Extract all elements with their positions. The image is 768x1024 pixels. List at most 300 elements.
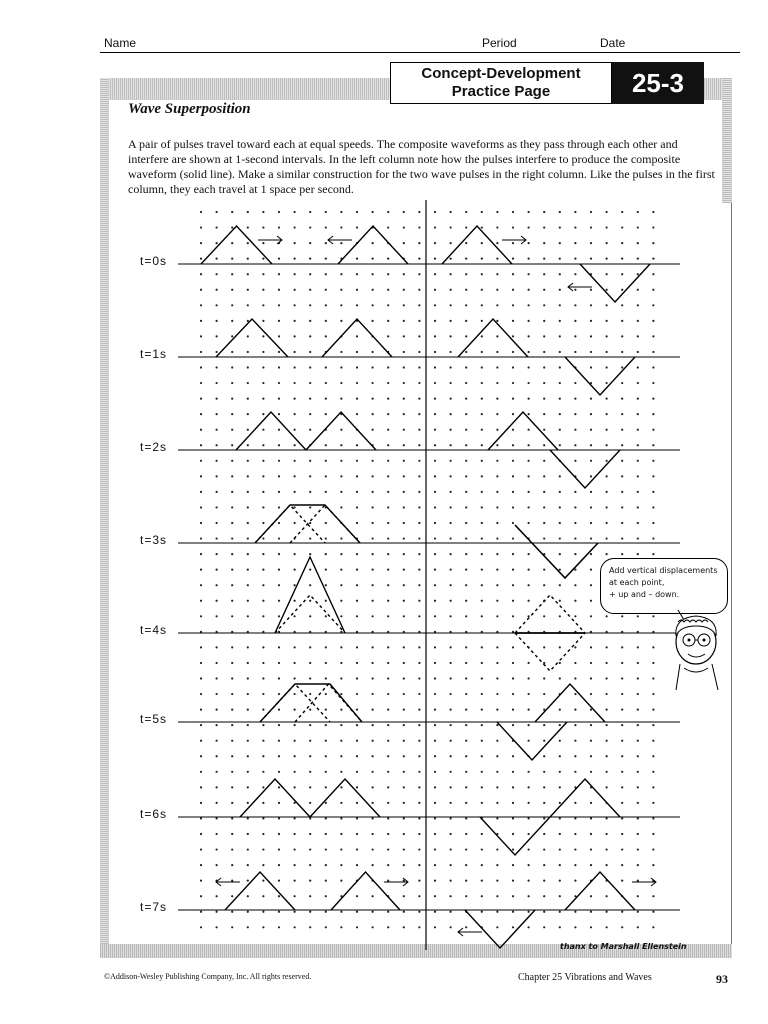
grid-dot xyxy=(481,537,483,539)
grid-dot xyxy=(294,771,296,773)
grid-dot xyxy=(309,398,311,400)
grid-dot xyxy=(590,584,592,586)
grid-dot xyxy=(528,880,530,882)
grid-dot xyxy=(278,569,280,571)
grid-dot xyxy=(543,304,545,306)
grid-dot xyxy=(465,475,467,477)
grid-dot xyxy=(200,366,202,368)
grid-dot xyxy=(278,802,280,804)
grid-dot xyxy=(528,491,530,493)
grid-dot xyxy=(652,755,654,757)
grid-dot xyxy=(434,709,436,711)
grid-dot xyxy=(481,786,483,788)
grid-dot xyxy=(294,398,296,400)
grid-dot xyxy=(309,615,311,617)
grid-dot xyxy=(606,273,608,275)
grid-dot xyxy=(559,289,561,291)
grid-dot xyxy=(559,304,561,306)
grid-dot xyxy=(543,646,545,648)
grid-dot xyxy=(606,926,608,928)
grid-dot xyxy=(231,864,233,866)
grid-dot xyxy=(294,693,296,695)
grid-dot xyxy=(450,771,452,773)
grid-dot xyxy=(231,646,233,648)
grid-dot xyxy=(637,817,639,819)
grid-dot xyxy=(309,880,311,882)
grid-dot xyxy=(403,926,405,928)
grid-dot xyxy=(418,289,420,291)
grid-dot xyxy=(403,304,405,306)
grid-dot xyxy=(200,304,202,306)
grid-dot xyxy=(621,289,623,291)
grid-dot xyxy=(590,537,592,539)
grid-dot xyxy=(621,911,623,913)
grid-dot xyxy=(465,460,467,462)
grid-dot xyxy=(309,709,311,711)
grid-dot xyxy=(606,506,608,508)
grid-dot xyxy=(559,366,561,368)
grid-dot xyxy=(559,429,561,431)
grid-dot xyxy=(496,429,498,431)
grid-dot xyxy=(652,242,654,244)
grid-dot xyxy=(387,537,389,539)
grid-dot xyxy=(309,911,311,913)
grid-dot xyxy=(606,755,608,757)
grid-dot xyxy=(606,351,608,353)
grid-dot xyxy=(262,802,264,804)
grid-dot xyxy=(262,273,264,275)
grid-dot xyxy=(481,833,483,835)
grid-dot xyxy=(247,771,249,773)
grid-dot xyxy=(590,833,592,835)
grid-dot xyxy=(621,662,623,664)
grid-dot xyxy=(372,600,374,602)
grid-dot xyxy=(574,662,576,664)
grid-dot xyxy=(450,413,452,415)
grid-dot xyxy=(372,817,374,819)
grid-dot xyxy=(216,615,218,617)
time-label: t=2s xyxy=(140,440,168,454)
grid-dot xyxy=(652,413,654,415)
grid-dot xyxy=(652,211,654,213)
grid-dot xyxy=(528,911,530,913)
grid-dot xyxy=(496,242,498,244)
grid-dot xyxy=(247,273,249,275)
grid-dot xyxy=(574,398,576,400)
grid-dot xyxy=(340,553,342,555)
grid-dot xyxy=(294,444,296,446)
grid-dot xyxy=(309,864,311,866)
grid-dot xyxy=(262,615,264,617)
grid-dot xyxy=(216,600,218,602)
grid-dot xyxy=(434,226,436,228)
grid-dot xyxy=(574,802,576,804)
grid-dot xyxy=(543,475,545,477)
grid-dot xyxy=(450,506,452,508)
grid-dot xyxy=(231,817,233,819)
grid-dot xyxy=(590,475,592,477)
grid-dot xyxy=(418,615,420,617)
grid-dot xyxy=(450,537,452,539)
grid-dot xyxy=(559,833,561,835)
grid-dot xyxy=(606,413,608,415)
grid-dot xyxy=(559,864,561,866)
grid-dot xyxy=(512,802,514,804)
grid-dot xyxy=(247,755,249,757)
grid-dot xyxy=(528,226,530,228)
grid-dot xyxy=(309,258,311,260)
grid-dot xyxy=(387,366,389,368)
grid-dot xyxy=(559,662,561,664)
grid-dot xyxy=(652,709,654,711)
grid-dot xyxy=(512,258,514,260)
grid-dot xyxy=(200,895,202,897)
grid-dot xyxy=(621,848,623,850)
grid-dot xyxy=(559,398,561,400)
grid-dot xyxy=(387,382,389,384)
grid-dot xyxy=(465,211,467,213)
grid-dot xyxy=(403,724,405,726)
grid-dot xyxy=(418,895,420,897)
grid-dot xyxy=(637,864,639,866)
grid-dot xyxy=(356,273,358,275)
grid-dot xyxy=(621,351,623,353)
grid-dot xyxy=(294,786,296,788)
grid-dot xyxy=(559,569,561,571)
grid-dot xyxy=(418,475,420,477)
grid-dot xyxy=(231,833,233,835)
grid-dot xyxy=(231,320,233,322)
grid-dot xyxy=(387,522,389,524)
grid-dot xyxy=(512,833,514,835)
grid-dot xyxy=(325,569,327,571)
grid-dot xyxy=(340,460,342,462)
grid-dot xyxy=(481,662,483,664)
grid-dot xyxy=(387,491,389,493)
grid-dot xyxy=(309,242,311,244)
grid-dot xyxy=(247,600,249,602)
grid-dot xyxy=(294,584,296,586)
grid-dot xyxy=(325,740,327,742)
grid-dot xyxy=(652,693,654,695)
grid-dot xyxy=(262,662,264,664)
grid-dot xyxy=(590,226,592,228)
grid-dot xyxy=(512,506,514,508)
grid-dot xyxy=(387,398,389,400)
grid-dot xyxy=(278,537,280,539)
grid-dot xyxy=(418,662,420,664)
grid-dot xyxy=(637,413,639,415)
grid-dot xyxy=(590,677,592,679)
grid-dot xyxy=(309,771,311,773)
grid-dot xyxy=(465,351,467,353)
grid-dot xyxy=(278,289,280,291)
grid-dot xyxy=(543,366,545,368)
grid-dot xyxy=(606,615,608,617)
grid-dot xyxy=(262,786,264,788)
grid-dot xyxy=(574,289,576,291)
grid-dot xyxy=(434,506,436,508)
grid-dot xyxy=(216,475,218,477)
grid-dot xyxy=(590,600,592,602)
grid-dot xyxy=(340,506,342,508)
grid-dot xyxy=(559,320,561,322)
grid-dot xyxy=(543,755,545,757)
grid-dot xyxy=(372,646,374,648)
grid-dot xyxy=(372,537,374,539)
grid-dot xyxy=(637,335,639,337)
grid-dot xyxy=(294,258,296,260)
grid-dot xyxy=(574,304,576,306)
grid-dot xyxy=(216,740,218,742)
grid-dot xyxy=(340,289,342,291)
grid-dot xyxy=(590,569,592,571)
grid-dot xyxy=(418,802,420,804)
grid-dot xyxy=(262,506,264,508)
grid-dot xyxy=(200,553,202,555)
grid-dot xyxy=(434,615,436,617)
grid-dot xyxy=(637,382,639,384)
title-line-1: Concept-Development xyxy=(421,65,581,82)
grid-dot xyxy=(574,273,576,275)
grid-dot xyxy=(325,662,327,664)
grid-dot xyxy=(450,289,452,291)
grid-dot xyxy=(418,786,420,788)
grid-dot xyxy=(294,242,296,244)
grid-dot xyxy=(434,569,436,571)
grid-dot xyxy=(590,926,592,928)
grid-dot xyxy=(496,226,498,228)
grid-dot xyxy=(528,786,530,788)
grid-dot xyxy=(403,320,405,322)
grid-dot xyxy=(403,537,405,539)
grid-dot xyxy=(278,880,280,882)
grid-dot xyxy=(262,833,264,835)
grid-dot xyxy=(528,709,530,711)
grid-dot xyxy=(231,584,233,586)
grid-dot xyxy=(606,895,608,897)
grid-dot xyxy=(621,273,623,275)
section-title: Wave Superposition xyxy=(128,101,251,117)
grid-dot xyxy=(528,475,530,477)
grid-dot xyxy=(481,506,483,508)
grid-dot xyxy=(512,460,514,462)
grid-dot xyxy=(294,429,296,431)
grid-dot xyxy=(418,382,420,384)
grid-dot xyxy=(481,677,483,679)
grid-dot xyxy=(216,817,218,819)
grid-dot xyxy=(465,569,467,571)
grid-dot xyxy=(216,351,218,353)
grid-dot xyxy=(309,289,311,291)
grid-dot xyxy=(590,366,592,368)
grid-dot xyxy=(496,366,498,368)
grid-dot xyxy=(309,366,311,368)
grid-dot xyxy=(465,600,467,602)
grid-dot xyxy=(496,740,498,742)
grid-dot xyxy=(216,662,218,664)
grid-dot xyxy=(637,755,639,757)
grid-dot xyxy=(216,677,218,679)
pulse-right-b xyxy=(465,910,535,948)
grid-dot xyxy=(278,864,280,866)
grid-dot xyxy=(200,429,202,431)
grid-dot xyxy=(496,584,498,586)
grid-dot xyxy=(356,833,358,835)
grid-dot xyxy=(450,817,452,819)
grid-dot xyxy=(231,429,233,431)
grid-dot xyxy=(434,398,436,400)
composite-wave xyxy=(275,557,345,633)
grid-dot xyxy=(621,724,623,726)
grid-dot xyxy=(450,320,452,322)
grid-dot xyxy=(294,413,296,415)
grid-dot xyxy=(356,584,358,586)
grid-dot xyxy=(450,709,452,711)
grid-dot xyxy=(294,615,296,617)
grid-dot xyxy=(528,398,530,400)
grid-dot xyxy=(294,911,296,913)
grid-dot xyxy=(216,398,218,400)
grid-dot xyxy=(231,366,233,368)
grid-dot xyxy=(325,289,327,291)
grid-dot xyxy=(356,491,358,493)
grid-dot xyxy=(216,289,218,291)
grid-dot xyxy=(543,211,545,213)
grid-dot xyxy=(652,475,654,477)
grid-dot xyxy=(574,242,576,244)
grid-dot xyxy=(574,460,576,462)
grid-dot xyxy=(450,786,452,788)
grid-dot xyxy=(340,864,342,866)
grid-dot xyxy=(496,895,498,897)
grid-dot xyxy=(247,802,249,804)
grid-dot xyxy=(559,848,561,850)
grid-dot xyxy=(247,242,249,244)
grid-dot xyxy=(294,553,296,555)
grid-dot xyxy=(574,771,576,773)
grid-dot xyxy=(231,211,233,213)
grid-dot xyxy=(356,398,358,400)
grid-dot xyxy=(387,755,389,757)
grid-dot xyxy=(356,662,358,664)
grid-dot xyxy=(403,709,405,711)
grid-dot xyxy=(309,460,311,462)
grid-dot xyxy=(247,491,249,493)
grid-dot xyxy=(574,740,576,742)
grid-dot xyxy=(247,553,249,555)
grid-dot xyxy=(621,460,623,462)
grid-dot xyxy=(294,522,296,524)
grid-dot xyxy=(247,335,249,337)
grid-dot xyxy=(294,864,296,866)
grid-dot xyxy=(512,646,514,648)
grid-dot xyxy=(403,771,405,773)
grid-dot xyxy=(606,662,608,664)
grid-dot xyxy=(200,475,202,477)
grid-dot xyxy=(543,911,545,913)
grid-dot xyxy=(216,522,218,524)
grid-dot xyxy=(356,911,358,913)
grid-dot xyxy=(278,755,280,757)
grid-dot xyxy=(512,911,514,913)
grid-dot xyxy=(590,646,592,648)
grid-dot xyxy=(262,895,264,897)
grid-dot xyxy=(528,677,530,679)
grid-dot xyxy=(652,786,654,788)
copyright-text: ©Addison-Wesley Publishing Company, Inc. All rights reserved. xyxy=(104,972,312,981)
grid-dot xyxy=(559,522,561,524)
grid-dot xyxy=(559,242,561,244)
grid-dot xyxy=(278,413,280,415)
grid-dot xyxy=(637,553,639,555)
grid-dot xyxy=(621,926,623,928)
grid-dot xyxy=(387,584,389,586)
grid-dot xyxy=(465,584,467,586)
grid-dot xyxy=(652,615,654,617)
grid-dot xyxy=(403,413,405,415)
grid-dot xyxy=(216,584,218,586)
grid-dot xyxy=(356,366,358,368)
grid-dot xyxy=(372,460,374,462)
grid-dot xyxy=(528,351,530,353)
grid-dot xyxy=(356,553,358,555)
grid-dot xyxy=(418,351,420,353)
grid-dot xyxy=(637,895,639,897)
grid-dot xyxy=(496,304,498,306)
grid-dot xyxy=(403,506,405,508)
grid-dot xyxy=(512,677,514,679)
grid-dot xyxy=(262,848,264,850)
grid-dot xyxy=(559,926,561,928)
grid-dot xyxy=(340,320,342,322)
grid-dot xyxy=(200,382,202,384)
grid-dot xyxy=(496,693,498,695)
grid-dot xyxy=(325,226,327,228)
grid-dot xyxy=(543,740,545,742)
grid-dot xyxy=(262,600,264,602)
title-line-2: Practice Page xyxy=(451,83,551,100)
grid-dot xyxy=(465,382,467,384)
grid-dot xyxy=(216,833,218,835)
grid-dot xyxy=(559,226,561,228)
grid-dot xyxy=(309,755,311,757)
grid-dot xyxy=(528,304,530,306)
grid-dot xyxy=(543,833,545,835)
grid-dot xyxy=(434,382,436,384)
time-label: t=7s xyxy=(140,900,168,914)
grid-dot xyxy=(606,258,608,260)
grid-dot xyxy=(434,786,436,788)
grid-dot xyxy=(637,537,639,539)
grid-dot xyxy=(434,911,436,913)
grid-dot xyxy=(403,895,405,897)
grid-dot xyxy=(559,351,561,353)
grid-dot xyxy=(325,258,327,260)
grid-dot xyxy=(637,802,639,804)
grid-dot xyxy=(590,771,592,773)
grid-dot xyxy=(247,289,249,291)
grid-dot xyxy=(340,615,342,617)
grid-dot xyxy=(434,522,436,524)
grid-dot xyxy=(434,553,436,555)
grid-dot xyxy=(309,895,311,897)
grid-dot xyxy=(200,926,202,928)
grid-dot xyxy=(559,817,561,819)
grid-dot xyxy=(309,335,311,337)
grid-dot xyxy=(294,709,296,711)
grid-dot xyxy=(418,569,420,571)
